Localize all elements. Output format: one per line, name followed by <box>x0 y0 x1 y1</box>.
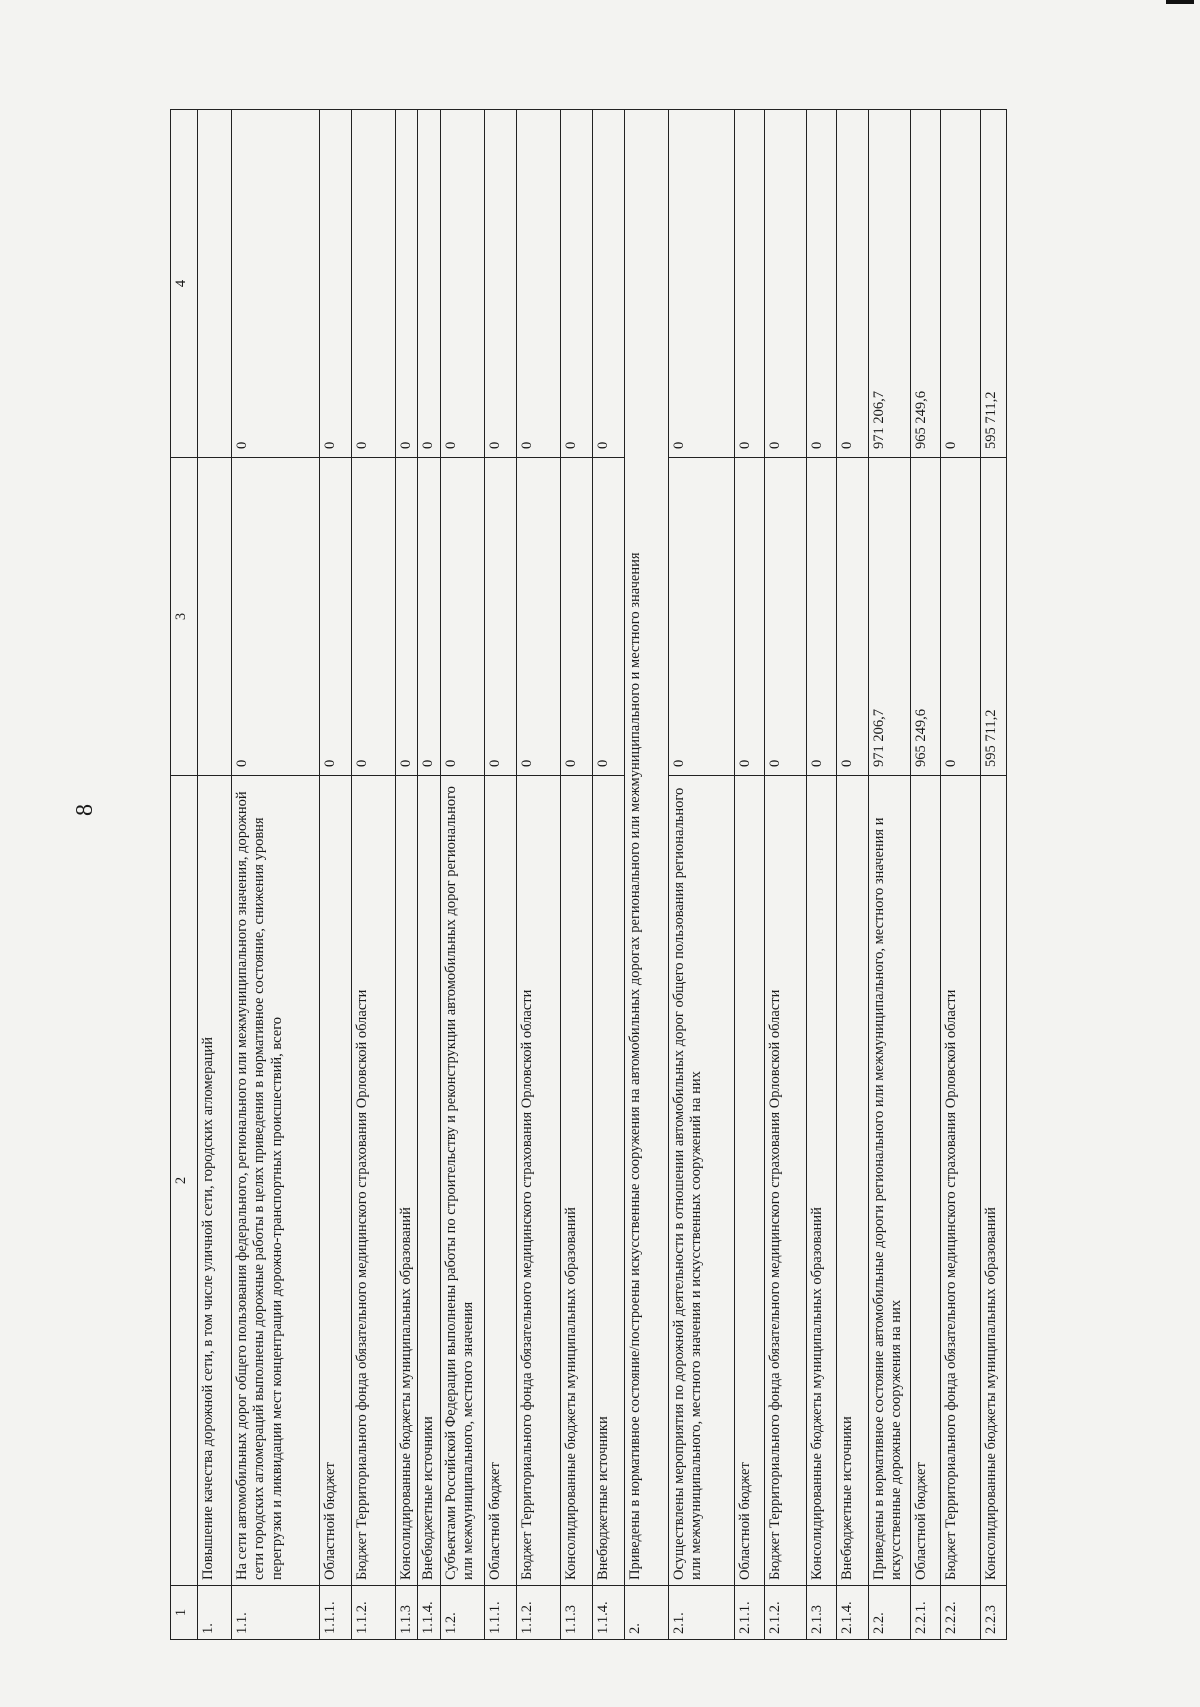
table-row <box>868 110 910 1640</box>
table-row <box>940 110 980 1640</box>
value-col-3: 0 <box>940 458 980 776</box>
value-col-4: 0 <box>806 110 836 458</box>
value-col-3 <box>198 458 232 776</box>
value-col-4: 0 <box>764 110 806 458</box>
row-number: 2.2.3 <box>980 1586 1006 1640</box>
row-number: 1.1.2. <box>352 1586 396 1640</box>
table-row <box>560 110 592 1640</box>
row-description: Областной бюджет <box>320 776 352 1586</box>
value-col-3: 0 <box>320 458 352 776</box>
header-row <box>171 110 198 1640</box>
row-description: Областной бюджет <box>734 776 764 1586</box>
row-number: 2. <box>624 1586 668 1640</box>
header-cell-1: 1 <box>171 1586 198 1640</box>
table-row <box>592 110 624 1640</box>
table-row <box>734 110 764 1640</box>
table-row <box>668 110 734 1640</box>
row-description: Осуществлены мероприятия по дорожной деятельности в отношении автомобильных дорог общего пользования регионального или межмуниципального, местного значения и искусственных сооружений на них <box>668 776 734 1586</box>
table-row <box>980 110 1006 1640</box>
table-row <box>418 110 440 1640</box>
value-col-3: 0 <box>232 458 320 776</box>
row-description: Внебюджетные источники <box>836 776 868 1586</box>
top-edge-mark <box>1166 0 1194 4</box>
value-col-4: 0 <box>516 110 560 458</box>
value-col-4: 0 <box>320 110 352 458</box>
row-number: 2.2. <box>868 1586 910 1640</box>
row-number: 1.1.4. <box>592 1586 624 1640</box>
row-number: 1.1.3 <box>560 1586 592 1640</box>
value-col-3: 595 711,2 <box>980 458 1006 776</box>
value-col-3: 0 <box>668 458 734 776</box>
header-cell-4: 4 <box>171 110 198 458</box>
table-row <box>764 110 806 1640</box>
value-col-3: 0 <box>764 458 806 776</box>
value-col-4: 595 711,2 <box>980 110 1006 458</box>
header-cell-2: 2 <box>171 776 198 1586</box>
row-number: 1.2. <box>440 1586 484 1640</box>
row-description: Приведены в нормативное состояние/построены искусственные сооружения на автомобильных дорогах регионального или межмуниципального и местного значения <box>624 110 668 1586</box>
value-col-3: 0 <box>734 458 764 776</box>
value-col-4: 0 <box>592 110 624 458</box>
row-description: Областной бюджет <box>484 776 516 1586</box>
value-col-3: 965 249,6 <box>910 458 940 776</box>
row-description: Бюджет Территориального фонда обязательного медицинского страхования Орловской области <box>940 776 980 1586</box>
row-description: На сети автомобильных дорог общего пользования федерального, регионального или межмуниципального значения, дорожной сети городских агломераций выполнены дорожные работы в целях приведения в нормативное состояние, снижения уровня перегрузки и ликвидации мест концентрации дорожно-транспортных происшествий, всего <box>232 776 320 1586</box>
row-description: Бюджет Территориального фонда обязательного медицинского страхования Орловской области <box>516 776 560 1586</box>
value-col-4: 0 <box>396 110 418 458</box>
table-row <box>320 110 352 1640</box>
value-col-3: 0 <box>484 458 516 776</box>
row-number: 1.1.4. <box>418 1586 440 1640</box>
value-col-4: 965 249,6 <box>910 110 940 458</box>
value-col-4: 0 <box>836 110 868 458</box>
row-number: 2.2.2. <box>940 1586 980 1640</box>
value-col-4: 0 <box>418 110 440 458</box>
row-number: 1.1.1. <box>320 1586 352 1640</box>
row-description: Консолидированные бюджеты муниципальных образований <box>560 776 592 1586</box>
row-number: 2.1.2. <box>764 1586 806 1640</box>
value-col-4: 0 <box>484 110 516 458</box>
row-description: Консолидированные бюджеты муниципальных образований <box>396 776 418 1586</box>
row-number: 1.1.3 <box>396 1586 418 1640</box>
row-number: 2.1.1. <box>734 1586 764 1640</box>
row-number: 1.1.1. <box>484 1586 516 1640</box>
value-col-3: 0 <box>592 458 624 776</box>
row-description: Бюджет Территориального фонда обязательного медицинского страхования Орловской области <box>764 776 806 1586</box>
table-row <box>806 110 836 1640</box>
value-col-3: 0 <box>560 458 592 776</box>
table-row <box>484 110 516 1640</box>
row-description: Приведены в нормативное состояние автомобильные дороги регионального или межмуниципального, местного значения и искусственные дорожные сооружения на них <box>868 776 910 1586</box>
value-col-4: 0 <box>440 110 484 458</box>
table-row <box>198 110 232 1640</box>
value-col-4: 0 <box>232 110 320 458</box>
row-description: Областной бюджет <box>910 776 940 1586</box>
row-description: Повышение качества дорожной сети, в том числе уличной сети, городских агломераций <box>198 776 232 1586</box>
value-col-4: 0 <box>734 110 764 458</box>
row-description: Бюджет Территориального фонда обязательного медицинского страхования Орловской области <box>352 776 396 1586</box>
row-number: 1. <box>198 1586 232 1640</box>
page-number: 8 <box>72 804 98 816</box>
row-description: Внебюджетные источники <box>418 776 440 1586</box>
value-col-4: 971 206,7 <box>868 110 910 458</box>
table-row <box>836 110 868 1640</box>
row-description: Консолидированные бюджеты муниципальных образований <box>980 776 1006 1586</box>
table-row <box>232 110 320 1640</box>
value-col-3: 0 <box>418 458 440 776</box>
row-description: Внебюджетные источники <box>592 776 624 1586</box>
row-number: 2.2.1. <box>910 1586 940 1640</box>
table-row <box>624 110 668 1640</box>
header-cell-3: 3 <box>171 458 198 776</box>
table-row <box>516 110 560 1640</box>
row-number: 2.1.4. <box>836 1586 868 1640</box>
value-col-4: 0 <box>560 110 592 458</box>
value-col-3: 0 <box>440 458 484 776</box>
table-row <box>396 110 418 1640</box>
rotated-table-wrapper <box>170 110 1090 1640</box>
budget-table <box>170 109 1007 1640</box>
table-row <box>910 110 940 1640</box>
value-col-3: 971 206,7 <box>868 458 910 776</box>
table-row <box>352 110 396 1640</box>
table-row <box>440 110 484 1640</box>
value-col-3: 0 <box>836 458 868 776</box>
row-number: 1.1. <box>232 1586 320 1640</box>
row-number: 1.1.2. <box>516 1586 560 1640</box>
row-number: 2.1.3 <box>806 1586 836 1640</box>
value-col-4: 0 <box>352 110 396 458</box>
value-col-4: 0 <box>668 110 734 458</box>
value-col-4 <box>198 110 232 458</box>
row-description: Консолидированные бюджеты муниципальных образований <box>806 776 836 1586</box>
row-description: Субъектами Российской Федерации выполнены работы по строительству и реконструкции автомобильных дорог регионального или межмуниципального, местного значения <box>440 776 484 1586</box>
value-col-3: 0 <box>806 458 836 776</box>
value-col-3: 0 <box>396 458 418 776</box>
value-col-3: 0 <box>516 458 560 776</box>
row-number: 2.1. <box>668 1586 734 1640</box>
value-col-3: 0 <box>352 458 396 776</box>
value-col-4: 0 <box>940 110 980 458</box>
